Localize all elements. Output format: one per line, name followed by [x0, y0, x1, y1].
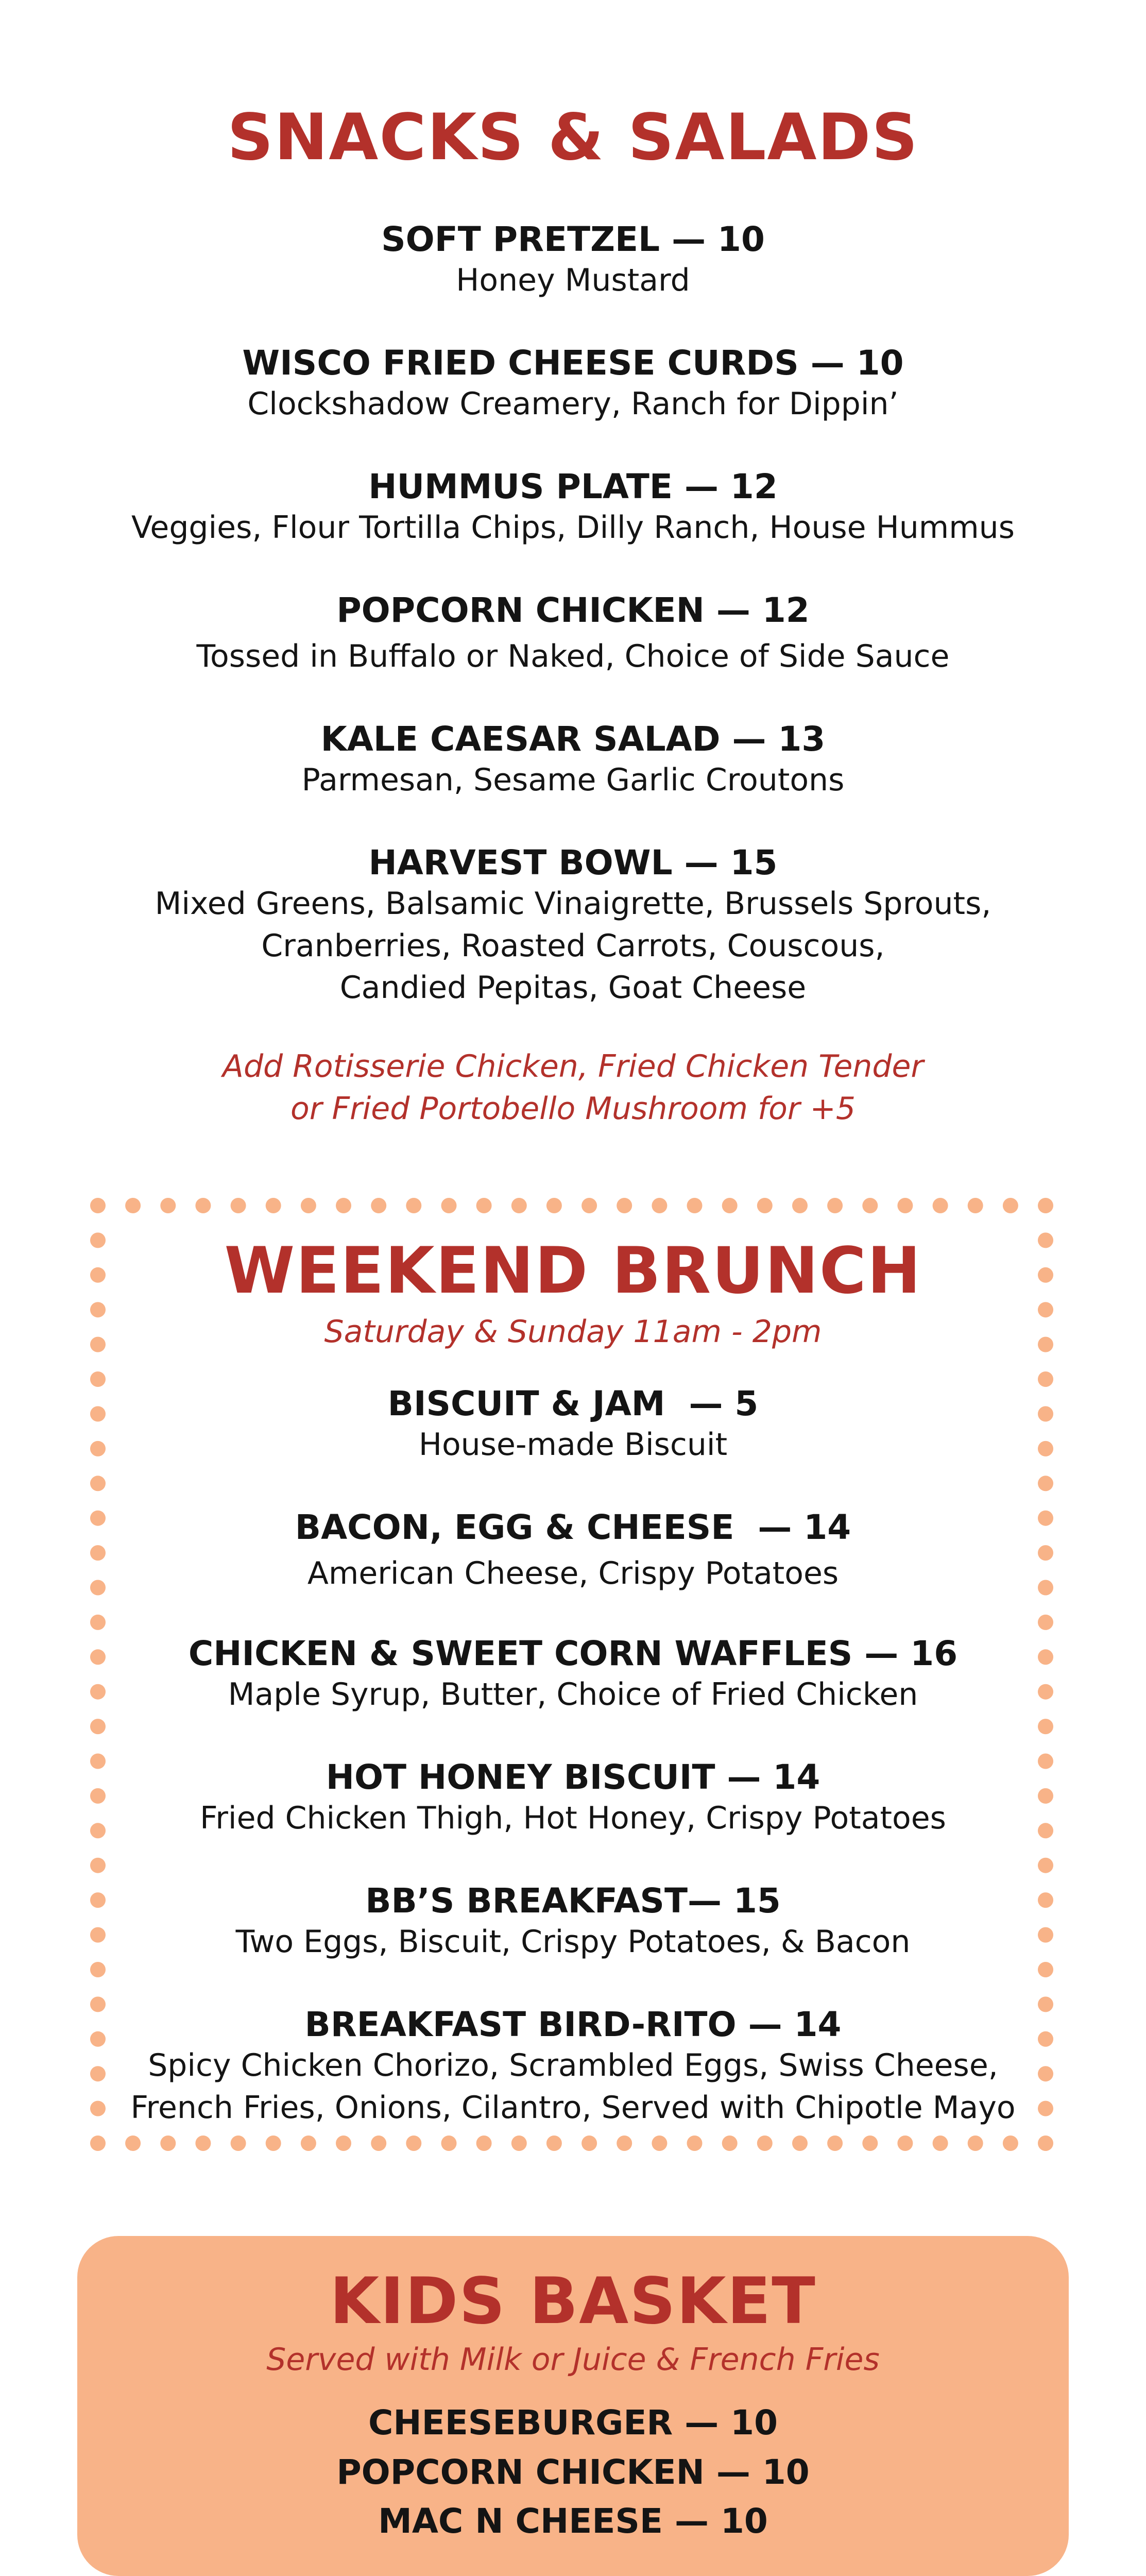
frame-dot: [406, 1198, 421, 1213]
brunch-item-name: BREAKFAST BIRD-RITO — 14: [304, 2005, 842, 2044]
frame-dot: [125, 1198, 141, 1213]
frame-dot: [160, 2136, 176, 2151]
brunch-item: [0, 2004, 1146, 2129]
frame-dot: [1003, 2136, 1018, 2151]
addon-line: or Fried Portobello Mushroom for +5: [290, 1090, 856, 1127]
desc-line: Candied Pepitas, Goat Cheese: [339, 970, 807, 1006]
snacks-item-name: SOFT PRETZEL — 10: [381, 219, 765, 259]
snacks-item: [0, 466, 1146, 549]
frame-dot: [862, 1198, 878, 1213]
frame-dot: [1038, 1858, 1053, 1873]
frame-dot: [546, 2136, 562, 2151]
frame-dot: [968, 2136, 983, 2151]
desc-line: Parmesan, Sesame Garlic Croutons: [301, 762, 845, 799]
frame-dot: [336, 2136, 351, 2151]
desc-line: Tossed in Buffalo or Naked, Choice of Side Sauce: [196, 638, 950, 675]
frame-dot: [301, 2136, 316, 2151]
frame-dot: [792, 1198, 808, 1213]
desc-line: Fried Chicken Thigh, Hot Honey, Crispy Potatoes: [200, 1800, 946, 1837]
frame-dot: [897, 1198, 913, 1213]
frame-dot: [90, 1858, 106, 1873]
brunch-item-desc: [0, 2045, 1146, 2129]
frame-dot: [933, 2136, 948, 2151]
frame-dot: [862, 2136, 878, 2151]
frame-dot: [90, 2136, 106, 2151]
frame-dot: [757, 1198, 773, 1213]
frame-dot: [266, 1198, 281, 1213]
desc-line: Two Eggs, Biscuit, Crispy Potatoes, & Bacon: [235, 1924, 911, 1960]
frame-dot: [1038, 2136, 1053, 2151]
snacks-item-name: POPCORN CHICKEN — 12: [336, 590, 810, 630]
frame-dot: [897, 2136, 913, 2151]
frame-dot: [581, 1198, 597, 1213]
snacks-item-desc: [0, 383, 1146, 426]
brunch-item-name: CHICKEN & SWEET CORN WAFFLES — 16: [188, 1634, 958, 1673]
snacks-item-desc: [0, 260, 1146, 302]
desc-line: Maple Syrup, Butter, Choice of Fried Chicken: [228, 1676, 918, 1713]
desc-line: Veggies, Flour Tortilla Chips, Dilly Ranch, House Hummus: [131, 510, 1015, 546]
frame-dot: [476, 2136, 492, 2151]
frame-dot: [441, 2136, 457, 2151]
frame-dot: [1038, 1962, 1053, 1977]
frame-dot: [652, 2136, 667, 2151]
desc-line: Mixed Greens, Balsamic Vinaigrette, Brussels Sprouts,: [155, 886, 991, 922]
brunch-item: [0, 1633, 1146, 1716]
frame-dot: [792, 2136, 808, 2151]
snacks-item-desc: [0, 759, 1146, 802]
snacks-item: [0, 842, 1146, 1009]
snacks-title: SNACKS & SALADS: [227, 100, 919, 175]
frame-dot: [301, 1198, 316, 1213]
frame-dot: [1038, 1719, 1053, 1734]
kids-title: KIDS BASKET: [330, 2264, 816, 2338]
desc-line: Spicy Chicken Chorizo, Scrambled Eggs, Swiss Cheese,: [148, 2047, 998, 2084]
snacks-item-desc: [0, 883, 1146, 1009]
frame-dot: [687, 2136, 703, 2151]
frame-dot: [160, 1198, 176, 1213]
snacks-item-desc: [0, 636, 1146, 678]
snacks-item: [0, 590, 1146, 678]
frame-dot: [195, 1198, 211, 1213]
frame-dot: [441, 1198, 457, 1213]
brunch-hours: Saturday & Sunday 11am - 2pm: [324, 1314, 822, 1350]
frame-dot: [371, 1198, 386, 1213]
frame-dot: [1038, 1615, 1053, 1630]
kids-item: CHEESEBURGER — 10: [368, 2403, 778, 2443]
brunch-item-desc: [0, 1674, 1146, 1716]
snacks-item-name: HARVEST BOWL — 15: [368, 843, 778, 883]
snacks-item: [0, 719, 1146, 802]
snacks-item: [0, 343, 1146, 426]
frame-dot: [1038, 1198, 1053, 1213]
snacks-item-desc: [0, 507, 1146, 549]
snacks-item-name: HUMMUS PLATE — 12: [368, 467, 778, 506]
desc-line: House-made Biscuit: [418, 1427, 728, 1463]
brunch-item-desc: [0, 1553, 1146, 1595]
frame-dot: [722, 1198, 738, 1213]
kids-header: [0, 2264, 1146, 2338]
frame-dot: [90, 1198, 106, 1213]
kids-item: MAC N CHEESE — 10: [378, 2501, 768, 2541]
desc-line: American Cheese, Crispy Potatoes: [307, 1555, 839, 1592]
frame-dot: [827, 1198, 843, 1213]
snacks-item: [0, 219, 1146, 302]
snacks-item-name: KALE CAESAR SALAD — 13: [320, 719, 826, 759]
frame-dot: [90, 1476, 106, 1491]
frame-dot: [336, 1198, 351, 1213]
frame-dot: [125, 2136, 141, 2151]
frame-dot: [546, 1198, 562, 1213]
frame-dot: [617, 2136, 632, 2151]
frame-dot: [757, 2136, 773, 2151]
snacks-item-name: WISCO FRIED CHEESE CURDS — 10: [242, 343, 904, 383]
frame-dot: [90, 1719, 106, 1734]
desc-line: Honey Mustard: [456, 262, 690, 299]
brunch-item-name: HOT HONEY BISCUIT — 14: [326, 1757, 820, 1797]
frame-dot: [231, 1198, 246, 1213]
frame-dot: [652, 1198, 667, 1213]
brunch-header: [0, 1234, 1146, 1308]
frame-dot: [476, 1198, 492, 1213]
kids-item: POPCORN CHICKEN — 10: [336, 2452, 810, 2492]
frame-dot: [968, 1198, 983, 1213]
addon-note: [0, 1046, 1146, 1130]
brunch-item: [0, 1507, 1146, 1595]
frame-dot: [1038, 1476, 1053, 1491]
frame-dot: [617, 1198, 632, 1213]
brunch-item-desc: [0, 1424, 1146, 1466]
frame-dot: [90, 1962, 106, 1977]
desc-line: Clockshadow Creamery, Ranch for Dippin’: [247, 386, 899, 422]
brunch-item-desc: [0, 1798, 1146, 1840]
snacks-section: [0, 100, 1146, 175]
desc-line: French Fries, Onions, Cilantro, Served with Chipotle Mayo: [130, 2089, 1016, 2126]
frame-dot: [511, 1198, 527, 1213]
kids-subtitle: Served with Milk or Juice & French Fries: [266, 2342, 880, 2378]
addon-line: Add Rotisserie Chicken, Fried Chicken Tender: [222, 1048, 924, 1084]
brunch-item-name: BISCUIT & JAM — 5: [387, 1384, 759, 1423]
frame-dot: [1003, 1198, 1018, 1213]
frame-dot: [266, 2136, 281, 2151]
frame-dot: [371, 2136, 386, 2151]
frame-dot: [827, 2136, 843, 2151]
brunch-item: [0, 1383, 1146, 1466]
frame-dot: [581, 2136, 597, 2151]
frame-dot: [90, 1302, 106, 1317]
brunch-title: WEEKEND BRUNCH: [224, 1234, 922, 1308]
frame-dot: [511, 2136, 527, 2151]
frame-dot: [933, 1198, 948, 1213]
frame-dot: [231, 2136, 246, 2151]
frame-dot: [1038, 1302, 1053, 1317]
frame-dot: [722, 2136, 738, 2151]
brunch-item: [0, 1880, 1146, 1963]
brunch-item: [0, 1757, 1146, 1840]
kids-items: [0, 2398, 1146, 2546]
brunch-item-name: BACON, EGG & CHEESE — 14: [295, 1507, 851, 1547]
frame-dot: [195, 2136, 211, 2151]
frame-dot: [90, 1615, 106, 1630]
desc-line: Cranberries, Roasted Carrots, Couscous,: [261, 927, 885, 964]
brunch-item-desc: [0, 1921, 1146, 1963]
frame-dot: [406, 2136, 421, 2151]
brunch-item-name: BB’S BREAKFAST— 15: [365, 1881, 781, 1921]
frame-dot: [687, 1198, 703, 1213]
